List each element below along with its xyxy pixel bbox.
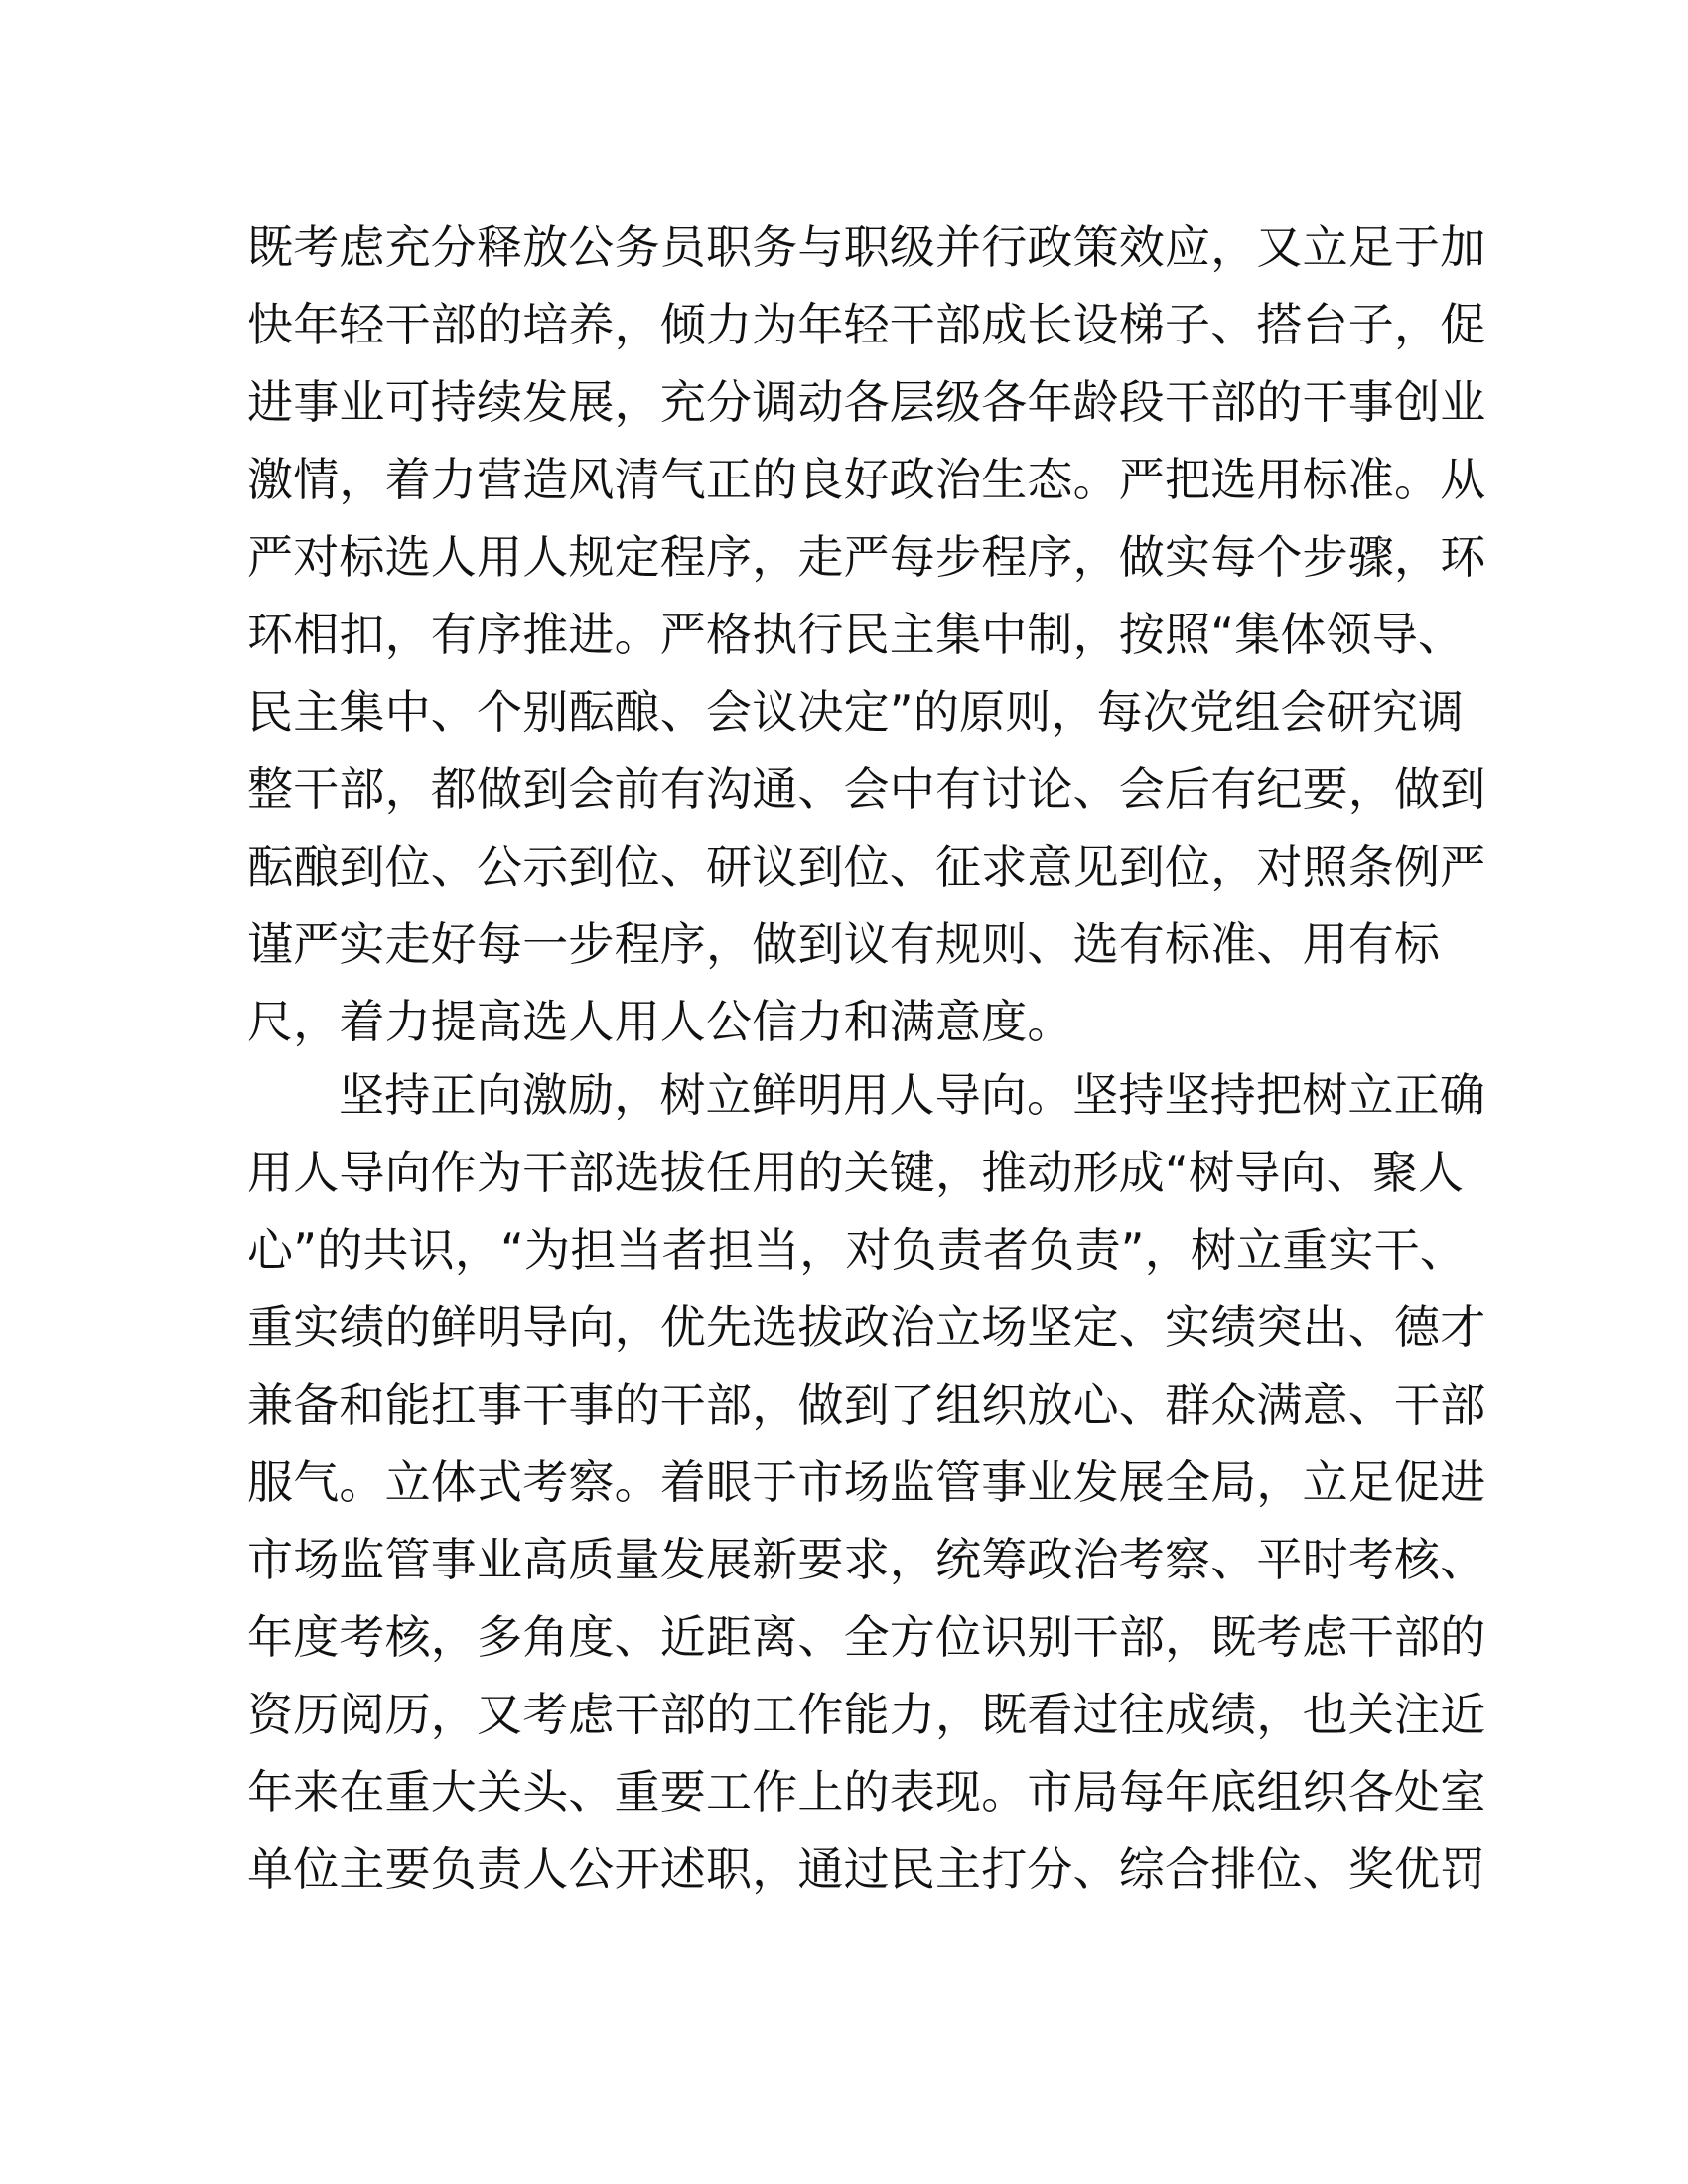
text-line: 酝酿到位、公示到位、研议到位、征求意见到位，对照条例严 [247,840,1486,893]
text-line: 环相扣，有序推进。严格执行民主集中制，按照“集体领导、 [247,608,1465,661]
text-line: 整干部，都做到会前有沟通、会中有讨论、会后有纪要，做到 [247,762,1486,816]
text-line: 激情，着力营造风清气正的良好政治生态。严把选用标准。从 [247,453,1486,506]
text-line: 年来在重大关头、重要工作上的表现。市局每年底组织各处室 [247,1765,1486,1819]
text-line: 民主集中、个别酝酿、会议决定”的原则，每次党组会研究调 [247,685,1465,739]
text-line: 市场监管事业高质量发展新要求，统筹政治考察、平时考核、 [247,1533,1486,1586]
text-line: 谨严实走好每一步程序，做到议有规则、选有标准、用有标 [247,917,1441,971]
text-line: 重实绩的鲜明导向，优先选拔政治立场坚定、实绩突出、德才 [247,1300,1486,1354]
text-line: 进事业可持续发展，充分调动各层级各年龄段干部的干事创业 [247,375,1486,429]
text-line: 服气。立体式考察。着眼于市场监管事业发展全局，立足促进 [247,1455,1486,1509]
text-line: 既考虑充分释放公务员职务与职级并行政策效应，又立足于加 [247,220,1486,274]
text-line: 尺，着力提高选人用人公信力和满意度。 [247,995,1073,1048]
text-line: 心”的共识，“为担当者担当，对负责者负责”，树立重实干、 [247,1223,1467,1277]
text-line: 快年轻干部的培养，倾力为年轻干部成长设梯子、搭台子，促 [247,298,1486,351]
text-line: 单位主要负责人公开述职，通过民主打分、综合排位、奖优罚 [247,1843,1486,1896]
text-line: 严对标选人用人规定程序，走严每步程序，做实每个步骤，环 [247,530,1486,584]
text-line: 用人导向作为干部选拔任用的关键，推动形成“树导向、聚人 [247,1146,1465,1199]
text-line-indented: 坚持正向激励，树立鲜明用人导向。坚持坚持把树立正确 [339,1068,1485,1122]
paragraph-2 [247,1056,1486,1908]
text-line: 年度考核，多角度、近距离、全方位识别干部，既考虑干部的 [247,1610,1486,1664]
text-line: 兼备和能扛事干事的干部，做到了组织放心、群众满意、干部 [247,1378,1486,1432]
text-line: 资历阅历，又考虑干部的工作能力，既看过往成绩，也关注近 [247,1688,1486,1741]
paragraph-1 [247,208,1486,1060]
